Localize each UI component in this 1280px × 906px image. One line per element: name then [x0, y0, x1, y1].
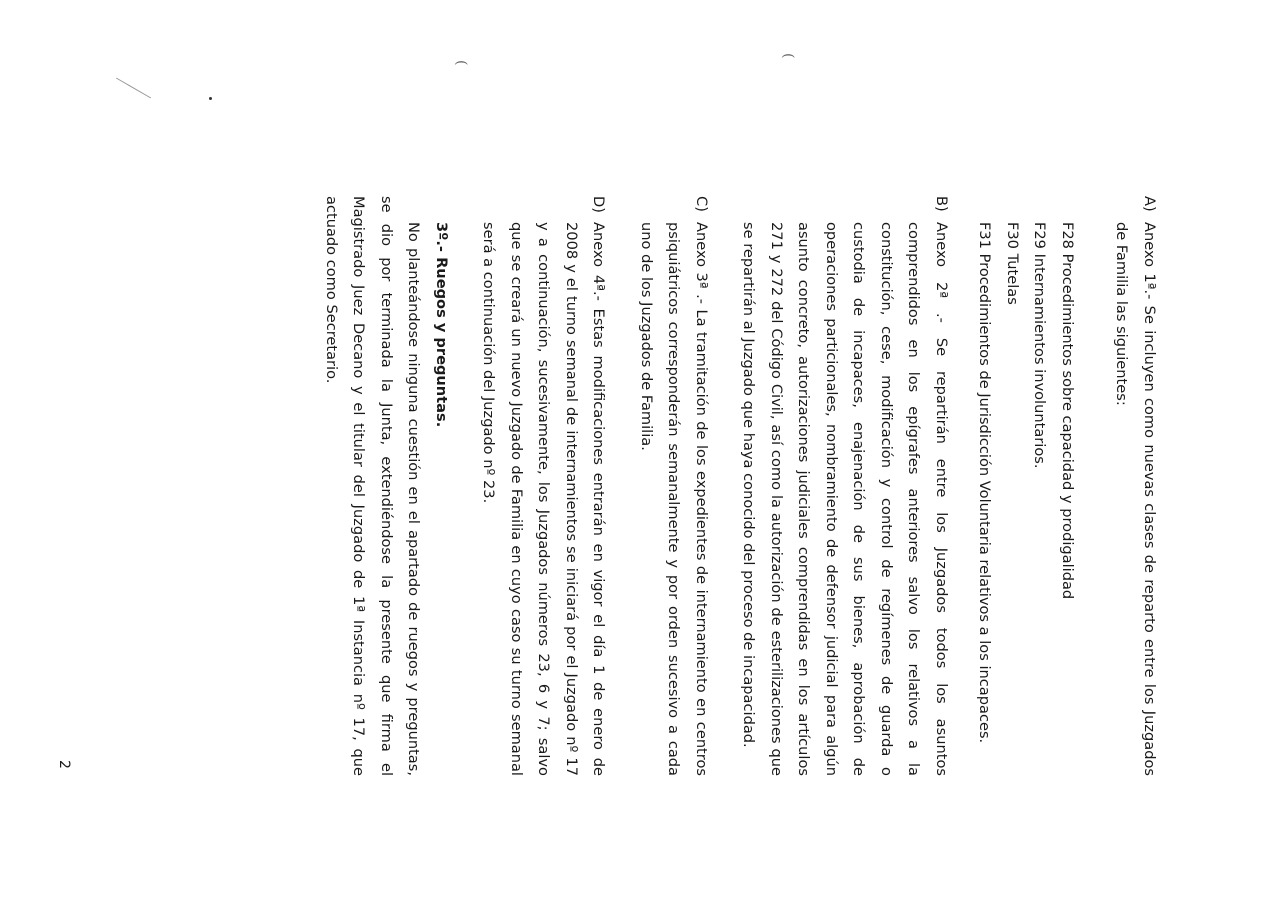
section-c-text: Anexo 3ª .- La tramitación de los expedientes de internamiento en centros psiquiátricos corresponderán semanalmente y por orden sucesivo a cada uno de los Juzgados de Familia. — [638, 222, 710, 776]
page-number: 2 — [56, 760, 72, 769]
section-c-marker: C) — [693, 196, 710, 212]
section-b-marker: B) — [933, 196, 950, 212]
scan-hairline — [116, 78, 151, 99]
section-3-text: No planteándose ninguna cuestión en el apartado de ruegos y preguntas, se dio por terminada la Junta, extendiéndose la presente que firma el Magistrado Juez Decano y el titular del Juzgado de 1ª Instancia nº 17, que actuado como Secretario. — [323, 196, 423, 776]
section-a-text: Anexo 1ª.- Se incluyen como nuevas clases de reparto entre los Juzgados de Familia las siguientes: — [1113, 222, 1158, 776]
list-item: F31 Procedimientos de Jurisdicción Voluntaria relativos a los incapaces. — [976, 222, 994, 744]
section-d-marker: D) — [590, 196, 608, 213]
list-item: F28 Procedimientos sobre capacidad y prodigalidad — [1059, 222, 1076, 600]
section-c — [633, 196, 716, 776]
scan-mark-center: ( — [780, 53, 796, 59]
section-d — [475, 196, 613, 776]
section-b — [735, 196, 955, 776]
section-a-marker: A) — [1141, 196, 1158, 212]
list-item: F29 Internamientos involuntarios. — [1031, 222, 1049, 469]
section-a-items — [971, 222, 1081, 776]
section-d-text: Anexo 4ª.- Estas modificaciones entrarán en vigor el día 1 de enero de 2008 y el turno semanal de internamientos se iniciará por el Juzgado nº 17 y a continuación, sucesivamente, los Juzgados números 23, 6 y 7; salvo que se creará un nuevo Juzgado de Familia en cuyo caso su turno semanal será a continuación del Juzgado nº 23. — [480, 222, 608, 776]
scan-dot — [209, 97, 212, 100]
section-3-title: 3º.- Ruegos y preguntas. — [433, 222, 450, 428]
document-body — [318, 196, 1164, 776]
section-a — [1108, 196, 1163, 776]
list-item: F30 Tutelas — [1004, 222, 1021, 305]
section-b-text: Anexo 2ª .- Se repartirán entre los Juzgados todos los asuntos comprendidos en los epígrafes anteriores salvo los relativos a la constitución, cese, modificación y control de regímenes de guarda o custodia de incapaces, enajenación de sus bienes, aprobación de operaciones particionales, nombramiento de defensor judicial para algún asunto concreto, autorizaciones judiciales comprendidas en los artículos 271 y 272 del Código Civil, así como la autorización de esterilizaciones que se repartirán al Juzgado que haya conocido del proceso de incapacidad. — [740, 222, 950, 776]
scan-mark-left: ( — [453, 60, 469, 66]
